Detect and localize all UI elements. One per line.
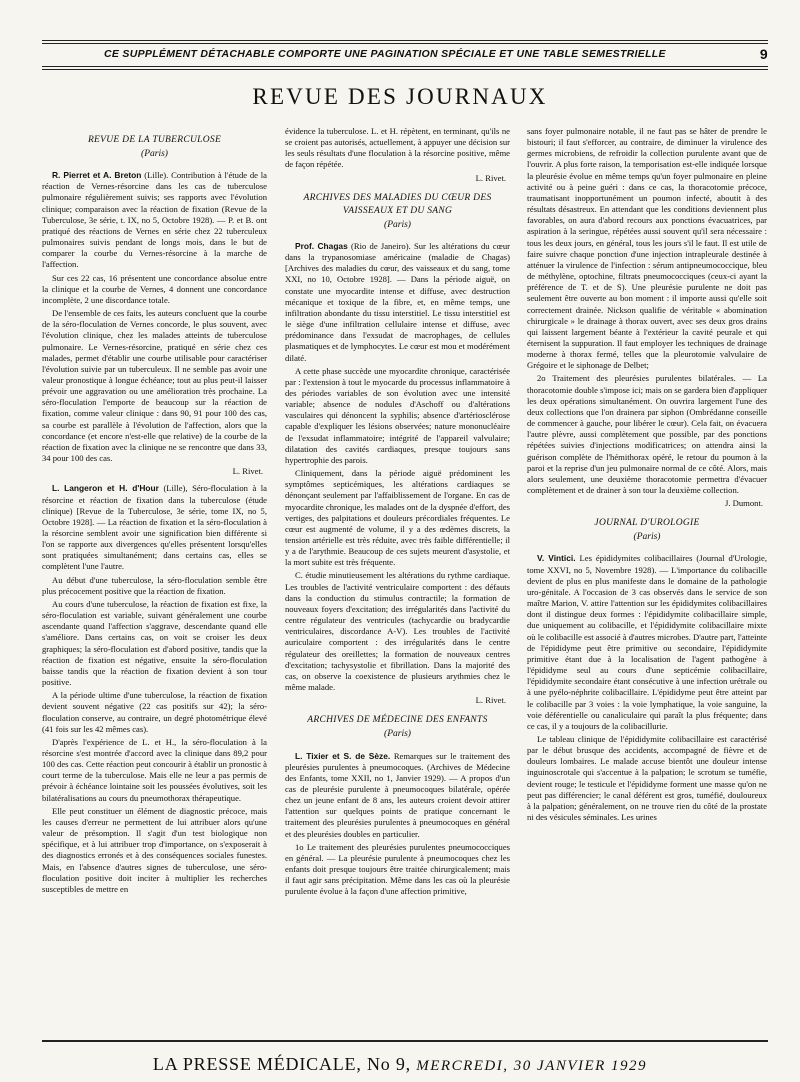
- article-authors: Prof. Chagas: [295, 240, 348, 251]
- column-2: [285, 126, 510, 900]
- footer-date: MERCREDI, 30 JANVIER 1929: [416, 1058, 648, 1074]
- footer-journal: LA PRESSE MÉDICALE, No 9,: [152, 1054, 411, 1074]
- article-authors: V. Vintici.: [537, 553, 576, 564]
- article-authors: R. Pierret et A. Breton: [52, 170, 142, 181]
- article-signature: L. Rivet.: [475, 172, 506, 183]
- article-authors: L. Tixier et S. de Sèze.: [295, 750, 391, 761]
- section-location: (Paris): [384, 219, 411, 230]
- section-heading: ARCHIVES DE MÉDECINE DES ENFANTS: [307, 715, 488, 726]
- article-paragraph: A la période ultime d'une tuberculose, la réaction de fixation devient souvent négative (22 cas positifs sur 42); la séro-floculation conserve, au contraire, un degré photométrique élevé (41 fois sur les 42 mêmes cas).: [42, 690, 267, 734]
- page-title: REVUE DES JOURNAUX: [252, 84, 548, 109]
- article-paragraph: Le tableau clinique de l'épididymite colibacillaire est caractérisé par le début brusque des accidents, accompagné de fièvre et de douleurs lombaires. Le malade accuse bientôt une douleur intense inguinoscrotale qui s'accentue à la palpation; le scrotum se tuméfie, devient rouge; le testicule et l'épididyme forment une masse qu'on ne peut pas différencier; le canal déférent est gros, tuméfié, douloureux à la palpation; généralement, on ne trouve rien du côté de la prostate ni des vésicules séminales. Les urines: [527, 733, 767, 823]
- section-location: (Paris): [141, 149, 168, 159]
- article-signature: L. Rivet.: [475, 695, 506, 706]
- top-rule-inner: [42, 43, 768, 44]
- article-paragraph: Au début d'une tuberculose, la séro-floculation semble être plus précocement positive que la réaction de fixation.: [42, 574, 267, 596]
- article-paragraph: L. Langeron et H. d'Hour (Lille), Séro-floculation à la résorcine et réaction de fixation dans la tuberculose (étude clinique) [Revue de la Tuberculose, 3e série, tome IX, no 5, Octobre 1928]. — La réaction de fixation et la séro-floculation à la résorcine semblent avoir une signification bien différente si l'on se rapporte aux divergences qu'elles présentent lorsqu'elles sont pratiquées simultanément; dans certains cas, elles se complètent l'une l'autre.: [42, 483, 267, 572]
- page-footer: [0, 1054, 800, 1075]
- article-paragraph: V. Vintici. Les épididymites colibacillaires (Journal d'Urologie, tome XXVI, no 5, Novembre 1928). — L'importance du colibacille devient de plus en plus manifeste dans le domaine de la pathologie uro-génitale. A l'occasion de 3 cas observés dans le service de son maître Marion, V. attire l'attention sur les épididymites colibacillaires dont il distingue deux formes : l'épididymite colibacillaire simple, due uniquement au colibacille, et l'épididymite colibacillaire mixte où le colibacille est associé à d'autres microbes. D'autre part, l'atteinte de l'épididyme peut être primitive ou secondaire, l'épididymite primitive étant due à la localisation de l'agent pathogène à l'épididyme seul au cours d'une septicémie colibacillaire, l'épididymite secondaire étant consécutive à une infection urétrale ou à une pyélo-néphrite colibacillaire. L'épididyme peut être atteint par le colibacille par 3 voies : la voie lymphatique, la voie sanguine, la voie déférentielle ou canaliculaire qui paraît la plus fréquente; dans ce cas, il y a toujours de la colibacillurie.: [527, 553, 768, 731]
- page-number: 9: [759, 46, 768, 62]
- running-title: CE SUPPLÉMENT DÉTACHABLE COMPORTE UNE PAGINATION SPÉCIALE ET UNE TABLE SEMESTRIELLE: [104, 48, 666, 60]
- header-rule-inner: [42, 69, 768, 70]
- column-1: [42, 126, 267, 897]
- running-header: [42, 46, 768, 64]
- article-paragraph: A cette phase succède une myocardite chronique, caractérisée par : l'extension à tout le myocarde du processus inflammatoire à des périodes variables de son évolution avec une intensité variable; absence de nodules d'Aschoff ou d'altérations vasculaires qui dénoncent la syphilis; absence d'artériosclérose capable d'expliquer les lésions observées; nature mononucléaire de l'exsudat inflammatoire; intégrité de l'appareil valvulaire; dilatation des cavités cardiaques, presque toujours sans hypertrophie des parois.: [285, 365, 510, 465]
- section-location: (Paris): [633, 532, 661, 543]
- article-paragraph: Elle peut constituer un élément de diagnostic précoce, mais les causes d'erreur ne permettent de lui attribuer alors qu'une valeur de présomption. Il s'agit d'un test biologique non spécifique, et à lui attribuer trop d'importance, on s'exposerait à des diagnostics erronés et à des conséquences sociales funestes. Mais, en l'absence d'autres signes de tuberculose, une séro-floculation positive doit inciter à multiplier les recherches susceptibles de mettre en: [42, 805, 267, 894]
- article-signature: L. Rivet.: [232, 466, 263, 477]
- footer-rule: [42, 1040, 768, 1042]
- article-paragraph: D'après l'expérience de L. et H., la séro-floculation à la résorcine s'est montrée d'accord avec la clinique dans 89,2 pour 100 des cas. Cette réaction peut concourir à établir un pronostic à court terme de la tuberculose. Mais elle ne leur a pas permis de prévoir à échéance lointaine soit les poussées évolutives, soit les bilatéralisations au cours du pneumothorax thérapeutique.: [42, 736, 267, 803]
- section-heading: ARCHIVES DES MALADIES DU CŒUR DES VAISSEAUX ET DU SANG: [303, 192, 492, 216]
- top-rule: [42, 40, 768, 41]
- section-heading: REVUE DE LA TUBERCULOSE: [87, 135, 222, 145]
- article-paragraph: De l'ensemble de ces faits, les auteurs concluent que la courbe de la séro-floculation de Vernes concorde, le plus souvent, avec l'évolution clinique, chez les malades atteints de tuberculose pulmonaire. Le Vernes-résorcine, pratiqué en série chez ces malades, permet d'établir une courbe utilisable pour caractériser l'évolution suivie par un tuberculeux. Il ne semble pas avoir une valeur pronostique à longue échéance; tout au plus peut-il laisser prévoir une aggravation ou une amélioration très prochaine. La séro-floculation l'emporte de beaucoup sur la réaction de fixation, comme valeur clinique : dans 90, 91 pour 100 des cas, sa courbe est parallèle à l'évolution de l'affection, alors que la concordance (et encore n'est-elle que relative) de la courbe de la réaction de fixation avec la clinique ne se rencontre que dans 33, 34 pour 100 des cas.: [42, 308, 267, 464]
- article-paragraph: sans foyer pulmonaire notable, il ne faut pas se hâter de prendre le bistouri; il faut s'efforcer, au contraire, de diminuer la virulence des germes microbiens, de refroidir la collection purulente avant que de l'ouvrir. A plus forte raison, la temporisation est-elle indiquée lorsque la pleurésie évolue en même temps qu'un foyer pulmonaire en pleine activité ou à peine guéri : dans ce cas, la thoracotomie précoce, traumatisant inopportunément un poumon infecté, aboutit à des résultats désastreux. En attendant que les conditions deviennent plus favorables, on aura d'abord recours aux ponctions évacuatrices, par aspiration à la seringue, répétées aussi souvent qu'il sera nécessaire : tous les deux jours, en général, tous les jours s'il le faut. Il est utile de faire suivre chaque ponction d'une injection intrapleurale destinée à atténuer la virulence de l'infection : sérum antipneumococcique, bleu de méthylène, optochine, filtrats pneumococciques (ceux-ci ayant la préférence de T. et de S). Une pleurésie purulente ne doit pas seulement être ouverte au bon moment : il importe aussi qu'elle soit correctement drainée. Nickson qualifie de véritable « abomination chirurgicale » le drainage à thorax ouvert, avec ses deux gros drains qui laissent largement béante à l'extérieur la cavité peurale et qui éternisent la suppuration. Il faut employer les techniques de drainage moderne à thorax fermé, telles que la pleurotomie valvulaire de Grégoire et le siphonage de Delbet;: [527, 126, 767, 371]
- header-rule: [42, 66, 768, 67]
- article-paragraph: 1o Le traitement des pleurésies purulentes pneumococciques en général. — La pleurésie purulente à pneumocoques chez les enfants doit presque toujours être traitée chirurgicalement; mais il faut agir sans précipitation. Même dans les cas où la pleurésie purulente évolue à la façon d'une affection primitive,: [285, 841, 510, 897]
- article-paragraph: R. Pierret et A. Breton (Lille). Contribution à l'étude de la réaction de Vernes-résorcine dans les cas de tuberculose pulmonaire régulièrement suivis; ses rapports avec l'évolution clinique; comparaison avec la réaction de fixation (Revue de la Tuberculose, 3e série, t. IX, no 5, Octobre 1928). — P. et B. ont pratiqué des réactions de Vernes en série chez 22 tuberculeux pulmonaires suivis pendant de longs mois, dans le but de comparer la courbe du Vernes-résorcine à la marche de l'affection.: [42, 170, 267, 270]
- article-paragraph: Prof. Chagas (Rio de Janeiro). Sur les altérations du cœur dans la trypanosomiase américaine (maladie de Chagas) [Archives des maladies du cœur, des vaisseaux et du sang, tome XXI, no 10, Octobre 1928]. — Dans la période aiguë, on constate une myocardite intense et diffuse, avec destruction mécanique et toxique de la fibre, et, en même temps, une infiltration abondante du tissu interstitiel. Le tissu interstitiel est le siège d'une infiltration cellulaire intense et diffuse, avec prédominance dans l'exsudat de macrophages, de cellules plasmatiques et de lymphocytes. Le cœur est mou et modérément dilaté.: [285, 240, 510, 363]
- article-paragraph: L. Tixier et S. de Sèze. Remarques sur le traitement des pleurésies purulentes à pneumocoques. (Archives de Médecine des Enfants, tome XXII, no 1, Janvier 1929). — A propos d'un cas de pleurésie purulente à pneumocoques bilatérale, opérée chez un jeune enfant de 8 ans, les auteurs croient devoir attirer l'attention sur quelques points de pratique concernant le traitement des pleurésies purulentes à pneumocoques en général et des pleurésies doubles en particulier.: [285, 750, 510, 839]
- column-3: [527, 126, 767, 825]
- article-authors: L. Langeron et H. d'Hour: [52, 483, 159, 494]
- article-paragraph: Cliniquement, dans la période aiguë prédominent les symptômes septicémiques, les altérations cardiaques se dénonçant seulement par l'affaiblissement de l'organe. En cas de myocardite chronique, les malades ont de la dyspnée d'effort, des vertiges, des palpitations et douleurs précordiales fréquentes. Le cœur est augmenté de volume, il y a des œdèmes discrets, la tension artérielle est très réduite, avec très faible différentielle; il y a de l'arythmie. Beaucoup de ces sujets meurent d'asystolie, et la mort subite est très fréquente.: [285, 468, 510, 568]
- article-paragraph: évidence la tuberculose. L. et H. répètent, en terminant, qu'ils ne se croient pas autorisés, actuellement, à appuyer une décision sur les seuls résultats d'une floculation à la résorcine positive, même de façon répétée.: [285, 126, 510, 170]
- section-heading: JOURNAL D'UROLOGIE: [594, 518, 700, 529]
- article-paragraph: Au cours d'une tuberculose, la réaction de fixation est fixe, la séro-floculation est variable, suivant généralement une courbe ascendante quand l'affection s'aggrave, descendante quand elle s'améliore. Dans certains cas, on voit se croiser les deux graphiques; la séro-floculation est d'abord positive, tandis que la réaction de fixation est négative, ensuite la séro-floculation baisse tandis que la réaction de fixation devient à son tour positive.: [42, 598, 267, 688]
- article-paragraph: Sur ces 22 cas, 16 présentent une concordance absolue entre la clinique et la courbe de Vernes, 4 donnent une concordance incomplète, 2 une discordance totale.: [42, 272, 267, 305]
- article-paragraph: C. étudie minutieusement les altérations du rythme cardiaque. Les troubles de l'activité ventriculaire comportent : des défauts dans la conduction du stimulus contractile; la formation de nouveaux foyers d'excitation; des irrégularités dans l'activité du centre régulateur des ventricules (tachycardie ou bradycardie ventriculaires, discordance A-V). Les troubles de l'activité auriculaire comportent : des irrégularités dans le centre régulateur des oreillettes; la formation de nouveaux centres d'excitation; tachysystolie et fibrillation. Dans la majorité des cas, on observe la coexistence de plusieurs arythmies chez le même malade.: [285, 570, 510, 693]
- section-location: (Paris): [384, 729, 411, 740]
- article-paragraph: 2o Traitement des pleurésies purulentes bilatérales. — La thoracotomie double s'impose ici; mais on se gardera bien d'appliquer les deux opérations simultanément. On ouvrira largement l'une des deux collections que l'on drainera par siphon (Ombrédanne conseille de commencer à gauche, pour libérer le cœur). Cela fait, on évacuera l'autre plèvre, aussi complètement que possible, par des ponctions répétées suivies d'injections modificatrices; on attendra ainsi la guérison complète de l'hémithorax opéré, le retour du poumon à la paroi et la reprise d'un jeu pulmonaire normal de ce côté. Alors, mais alors seulement, une deuxième thoracotomie permettra d'évacuer complètement et de drainer à son tour la deuxième collection.: [527, 373, 767, 495]
- article-signature: J. Dumont.: [725, 498, 763, 509]
